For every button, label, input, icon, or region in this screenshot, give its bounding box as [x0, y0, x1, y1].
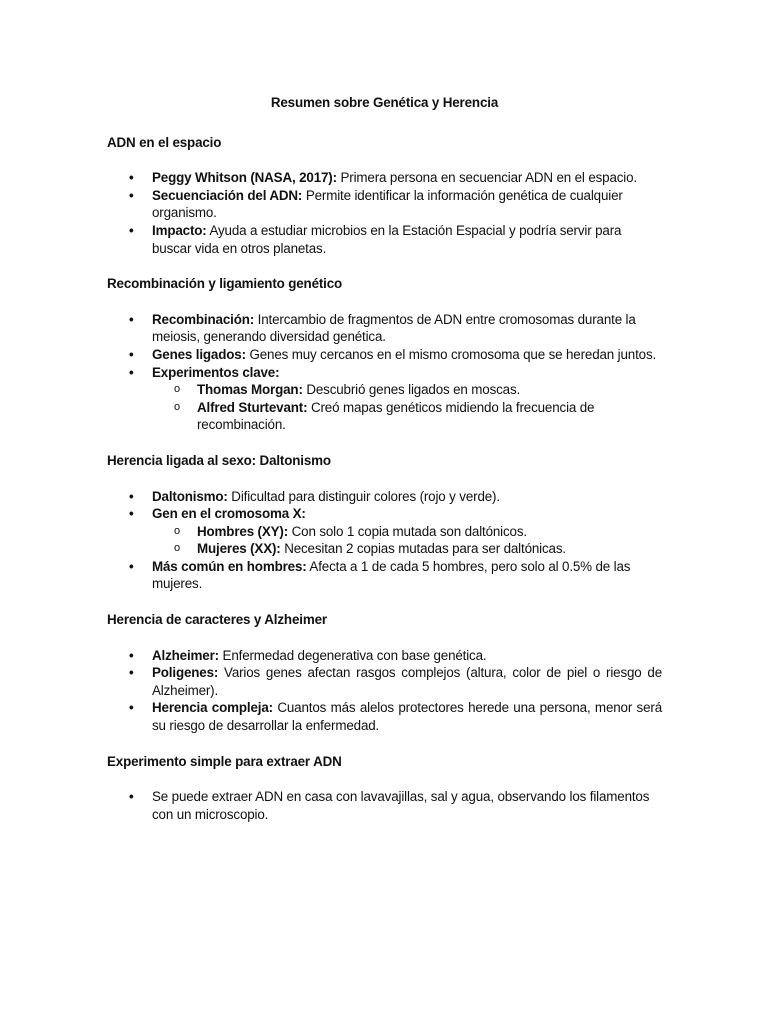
bullet-icon: • — [129, 789, 134, 805]
item-text: Creó mapas genéticos midiendo la frecuencia de recombinación. — [197, 399, 595, 433]
bullet-icon: • — [129, 311, 134, 327]
sub-list-item — [174, 540, 662, 558]
item-text: Descubrió genes ligados en moscas. — [302, 382, 521, 398]
section-heading-daltonismo: Herencia ligada al sexo: Daltonismo — [107, 452, 331, 468]
item-text: Primera persona en secuenciar ADN en el espacio. — [336, 170, 637, 186]
item-text: Se puede extraer ADN en casa con lavavajillas, sal y agua, observando los filamentos con un microscopio. — [152, 789, 650, 822]
item-text: Con solo 1 copia mutada son daltónicos. — [288, 523, 527, 539]
bullet-icon: • — [129, 488, 134, 504]
circle-bullet-icon: o — [174, 400, 180, 413]
item-label: Experimentos clave: — [152, 364, 280, 380]
item-text: Necesitan 2 copias mutadas para ser daltónicas. — [280, 541, 566, 557]
section-list-alzheimer — [107, 647, 662, 735]
section-list-daltonismo — [107, 488, 662, 594]
list-item — [129, 169, 662, 187]
item-label: Peggy Whitson (NASA, 2017): — [152, 170, 337, 186]
bullet-icon: • — [129, 647, 134, 663]
section-heading-recombinacion: Recombinación y ligamiento genético — [107, 276, 343, 292]
item-label: Daltonismo: — [152, 488, 228, 504]
list-item — [129, 311, 662, 346]
sub-list-cromosoma-x — [152, 523, 662, 558]
item-text: Afecta a 1 de cada 5 hombres, pero solo al 0.5% de las mujeres. — [152, 558, 631, 592]
item-label: Poligenes: — [152, 665, 219, 681]
item-label: Herencia compleja: — [152, 700, 273, 716]
section-heading-adn-espacio: ADN en el espacio — [107, 134, 222, 150]
item-text: Enfermedad degenerativa con base genética. — [218, 647, 487, 663]
bullet-icon: • — [129, 700, 134, 716]
item-label: Recombinación: — [152, 311, 255, 327]
item-label: Genes ligados: — [152, 346, 246, 362]
sub-list-item — [174, 381, 662, 399]
item-text: Varios genes afectan rasgos complejos (altura, color de piel o riesgo de Alzheimer). — [152, 665, 662, 698]
item-text: Permite identificar la información genética de cualquier organismo. — [152, 187, 623, 221]
bullet-icon: • — [129, 170, 134, 186]
circle-bullet-icon: o — [174, 383, 180, 396]
list-item — [129, 647, 662, 665]
sub-list-item — [174, 523, 662, 541]
item-text: Dificultad para distinguir colores (rojo y verde). — [227, 488, 500, 504]
list-item — [129, 788, 662, 823]
list-item — [129, 346, 662, 364]
item-label: Alfred Sturtevant: — [197, 399, 308, 415]
item-label: Alzheimer: — [152, 647, 219, 663]
item-text: Cuantos más alelos protectores herede una persona, menor será su riesgo de desarrollar la enfermedad. — [152, 700, 662, 734]
item-label: Gen en el cromosoma X: — [152, 506, 306, 522]
list-item — [129, 222, 662, 257]
list-item — [129, 558, 662, 593]
bullet-icon: • — [129, 346, 134, 362]
section-heading-alzheimer: Herencia de caracteres y Alzheimer — [107, 612, 327, 628]
bullet-icon: • — [129, 558, 134, 574]
section-list-experimento — [107, 788, 662, 823]
list-item — [129, 505, 662, 558]
circle-bullet-icon: o — [174, 524, 180, 537]
item-text: Intercambio de fragmentos de ADN entre cromosomas durante la meiosis, generando diversidad genética. — [152, 311, 636, 345]
list-item — [129, 488, 662, 506]
item-label: Mujeres (XX): — [197, 541, 281, 557]
section-list-adn-espacio — [107, 169, 662, 257]
bullet-icon: • — [129, 506, 134, 522]
section-list-recombinacion — [107, 311, 662, 434]
item-label: Secuenciación del ADN: — [152, 187, 303, 203]
item-label: Más común en hombres: — [152, 558, 307, 574]
item-text: Genes muy cercanos en el mismo cromosoma que se heredan juntos. — [245, 346, 657, 362]
bullet-icon: • — [129, 187, 134, 203]
list-item — [129, 187, 662, 222]
section-heading-experimento: Experimento simple para extraer ADN — [107, 753, 342, 769]
item-text: Ayuda a estudiar microbios en la Estación Espacial y podría servir para buscar vida en otros planetas. — [152, 222, 622, 256]
list-item — [129, 364, 662, 434]
item-label: Hombres (XY): — [197, 523, 289, 539]
list-item — [129, 664, 662, 699]
document-title: Resumen sobre Genética y Herencia — [270, 95, 499, 110]
circle-bullet-icon: o — [174, 542, 180, 555]
sub-list-item — [174, 399, 662, 434]
sub-list-experimentos — [152, 381, 662, 434]
item-label: Thomas Morgan: — [197, 382, 303, 398]
item-label: Impacto: — [152, 222, 207, 238]
bullet-icon: • — [129, 364, 134, 380]
bullet-icon: • — [129, 222, 134, 238]
bullet-icon: • — [129, 665, 134, 681]
list-item — [129, 699, 662, 734]
